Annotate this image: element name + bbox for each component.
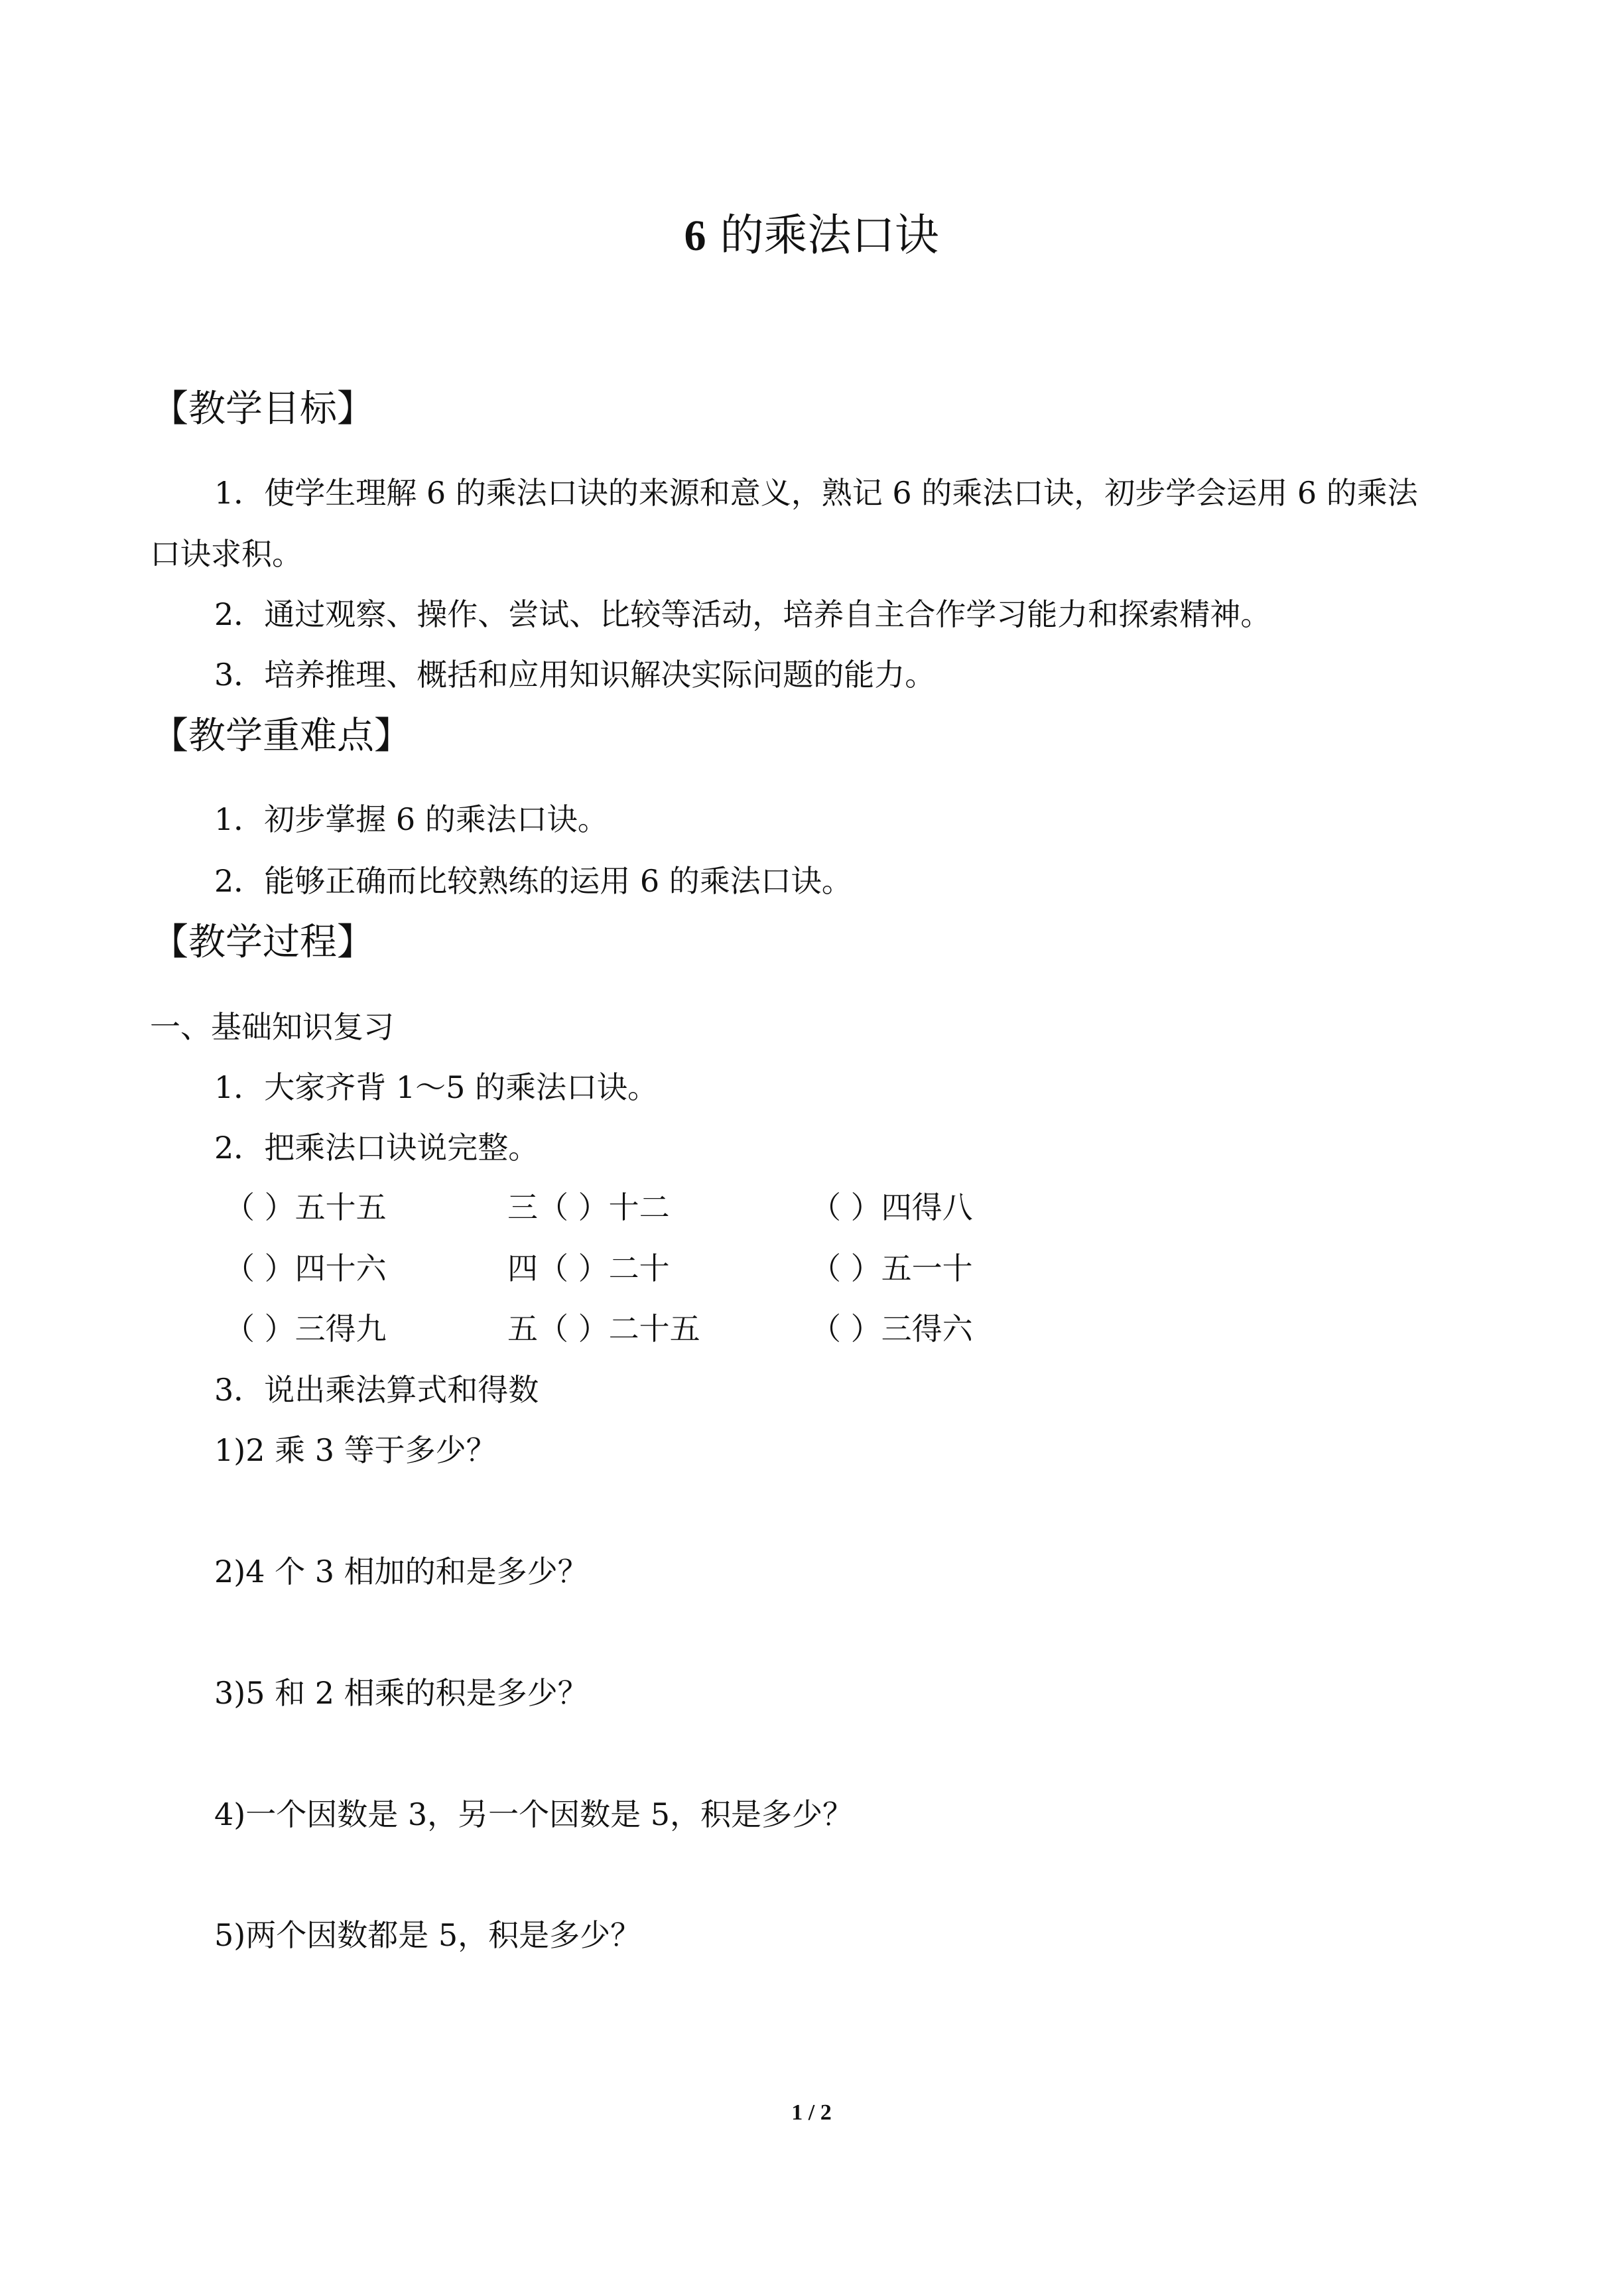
section-heading-key-points: 【教学重难点】 (151, 714, 411, 758)
fill-blank-cell: （ ）四十六 (224, 1250, 387, 1286)
fill-blank-cell: （ ）三得九 (224, 1311, 387, 1347)
goal-2: 2．通过观察、操作、尝试、比较等活动，培养自主合作学习能力和探索精神。 (214, 596, 1271, 632)
fill-blank-cell: 五（ ）二十五 (507, 1311, 700, 1347)
step-1: 1．大家齐背 1～5 的乘法口诀。 (214, 1069, 659, 1105)
fill-blank-cell: 四（ ）二十 (507, 1250, 670, 1286)
key-point-1: 1．初步掌握 6 的乘法口诀。 (214, 801, 608, 837)
fill-blank-cell: （ ）五一十 (811, 1250, 973, 1286)
page-title (0, 210, 1623, 261)
section-heading-goals: 【教学目标】 (151, 387, 374, 431)
page-number: 1 / 2 (791, 2100, 832, 2125)
title-text: 的乘法口诀 (720, 210, 939, 261)
title-number: 6 (684, 212, 706, 260)
question-5: 5)两个因数都是 5，积是多少？ (214, 1917, 641, 1953)
step-2: 2．把乘法口诀说完整。 (214, 1130, 539, 1166)
key-point-2: 2．能够正确而比较熟练的运用 6 的乘法口诀。 (214, 863, 852, 899)
step-3: 3．说出乘法算式和得数 (214, 1372, 539, 1408)
question-4: 4)一个因数是 3，另一个因数是 5，积是多少？ (214, 1796, 853, 1832)
question-2: 2)4 个 3 相加的和是多少？ (214, 1554, 588, 1589)
part-1-heading: 一、基础知识复习 (150, 1009, 394, 1045)
fill-blank-cell: （ ）五十五 (224, 1189, 387, 1225)
fill-blank-cell: 三（ ）十二 (507, 1189, 670, 1225)
goal-3: 3．培养推理、概括和应用知识解决实际问题的能力。 (214, 657, 936, 693)
goal-1-line-2: 口诀求积。 (150, 536, 302, 572)
goal-1-line-1: 1．使学生理解 6 的乘法口诀的来源和意义，熟记 6 的乘法口诀，初步学会运用 6 的乘法 (214, 475, 1418, 511)
question-3: 3)5 和 2 相乘的积是多少？ (214, 1675, 588, 1711)
fill-blank-cell: （ ）四得八 (811, 1189, 973, 1225)
question-1: 1)2 乘 3 等于多少？ (214, 1432, 497, 1468)
fill-blank-cell: （ ）三得六 (811, 1311, 973, 1347)
section-heading-process: 【教学过程】 (151, 921, 374, 964)
